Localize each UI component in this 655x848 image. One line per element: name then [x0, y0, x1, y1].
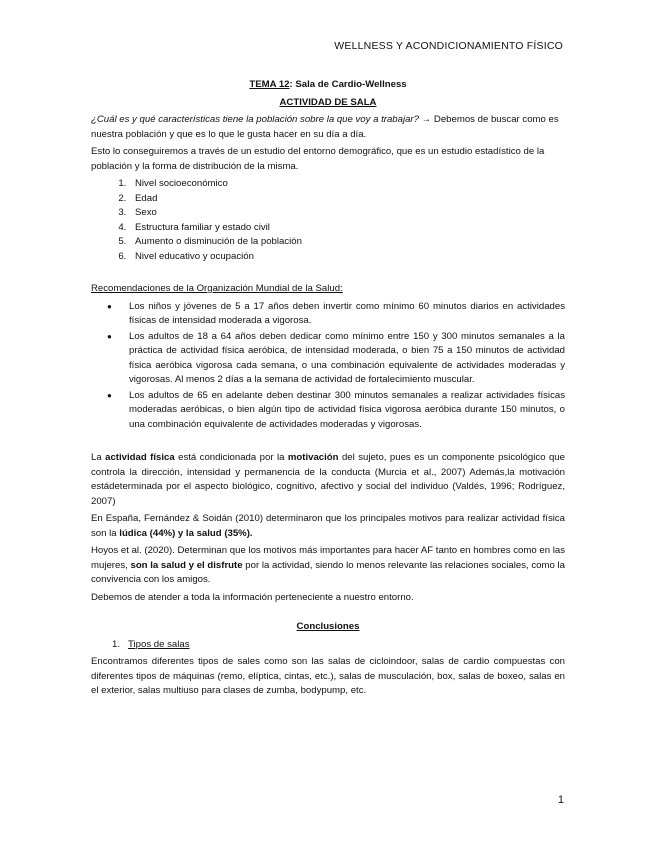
running-header: WELLNESS Y ACONDICIONAMIENTO FÍSICO — [334, 40, 563, 52]
room-types-paragraph: Encontramos diferentes tipos de sales como son las salas de cicloindoor, salas de cardio compuestas con diferentes tipos de máquinas (remo, elíptica, cintas, etc.), salas de musculación, box, salas de boxeo, salas en el exterior, salas multiuso para clases de zumba, bodypump, etc. — [91, 656, 565, 696]
oms-heading: Recomendaciones de la Organización Mundial de la Salud: — [91, 283, 343, 294]
topic-title-rest: : Sala de Cardio-Wellness — [289, 79, 407, 90]
spacer — [91, 264, 565, 282]
list-item: 2. Edad — [129, 192, 565, 207]
list-item: 6. Nivel educativo y ocupación — [129, 250, 565, 265]
bold-run: actividad física — [105, 452, 175, 463]
factor-list — [91, 177, 565, 264]
text-run: por la actividad, siendo lo menos relevante las relaciones sociales, como la convivencia con los amigos. — [91, 559, 565, 585]
subheading-title: Tipos de salas — [128, 638, 190, 650]
text-run: del sujeto, pues es un componente psicológico que controla la dirección, intensidad y permanencia de la conducta (Murcia et al., 2007) Además,la motivación estádeterminada por el aspecto biológico, cognitivo, afectivo y social del individuo (Valdés, 1996; Rodríguez, 2007) — [91, 452, 565, 507]
list-item: 5. Aumento o disminución de la población — [129, 235, 565, 250]
topic-label: TEMA 12 — [249, 79, 290, 90]
bold-run: lúdica (44%) y la salud (35%). — [119, 527, 253, 539]
question-rest: → Debemos de buscar como es nuestra población y que es lo que le gusta hacer en su día a día. — [91, 114, 559, 140]
list-item: ● Los adultos de 65 en adelante deben destinar 300 minutos semanales a realizar actividades físicas moderadas aeróbicas, o bien algún tipo de actividad física vigorosa aeróbica durante 150 minutos, o una combinación equivalente de actividades moderadas y vigorosas. — [129, 389, 565, 433]
question-italic: ¿Cuál es y qué características tiene la población sobre la que voy a trabajar? — [91, 114, 419, 125]
spacer — [91, 433, 565, 451]
text-run: En España, Fernández & Soidán (2010) determinaron que los principales motivos para realizar actividad física son la — [91, 513, 565, 539]
conclusions-heading: Conclusiones — [296, 621, 360, 632]
attention-paragraph: Debemos de atender a toda la información perteneciente a nuestro entorno. — [91, 591, 414, 603]
text-run: está condicionada por la — [174, 452, 288, 463]
page-number: 1 — [557, 794, 564, 806]
bold-run: son la salud y el disfrute — [130, 559, 243, 571]
subheading-number: 1. — [112, 638, 121, 650]
oms-list — [91, 300, 565, 433]
text-run: Hoyos et al. (2020). Determinan que los motivos más importantes para hacer AF tanto en hombres como en las mujeres, — [91, 545, 565, 571]
bold-run: motivación — [287, 452, 339, 463]
document-body — [91, 78, 565, 702]
list-item: ● Los niños y jóvenes de 5 a 17 años deben invertir como mínimo 60 minutos diarios en actividades físicas de intensidad moderada a vigorosa. — [129, 300, 565, 329]
list-item: ● Los adultos de 18 a 64 años deben dedicar como mínimo entre 150 y 300 minutos semanales a la práctica de actividad física aeróbica, de intensidad moderada, o bien 75 a 150 minutos de actividad física aeróbica vigorosa cada semana, o una combinación equivalente de actividades moderadas y vigorosas. Al menos 2 días a la semana de actividad de fortalecimiento muscular. — [129, 330, 565, 388]
list-item: 3. Sexo — [129, 206, 565, 221]
list-item: 4. Estructura familiar y estado civil — [129, 221, 565, 236]
list-item: 1. Nivel socioeconómico — [129, 177, 565, 192]
motivation-paragraph — [91, 451, 565, 509]
study-paragraph: Esto lo conseguiremos a través de un estudio del entorno demográfico, que es un estudio estadístico de la población y la forma de distribución de la misma. — [91, 146, 545, 172]
spain-paragraph — [91, 512, 565, 541]
topic-title — [91, 78, 565, 93]
text-run: La — [91, 452, 106, 463]
activity-title: ACTIVIDAD DE SALA — [279, 96, 377, 108]
spacer — [91, 608, 565, 620]
subheading — [91, 638, 565, 653]
hoyos-paragraph — [91, 544, 565, 588]
question-paragraph — [91, 113, 565, 142]
